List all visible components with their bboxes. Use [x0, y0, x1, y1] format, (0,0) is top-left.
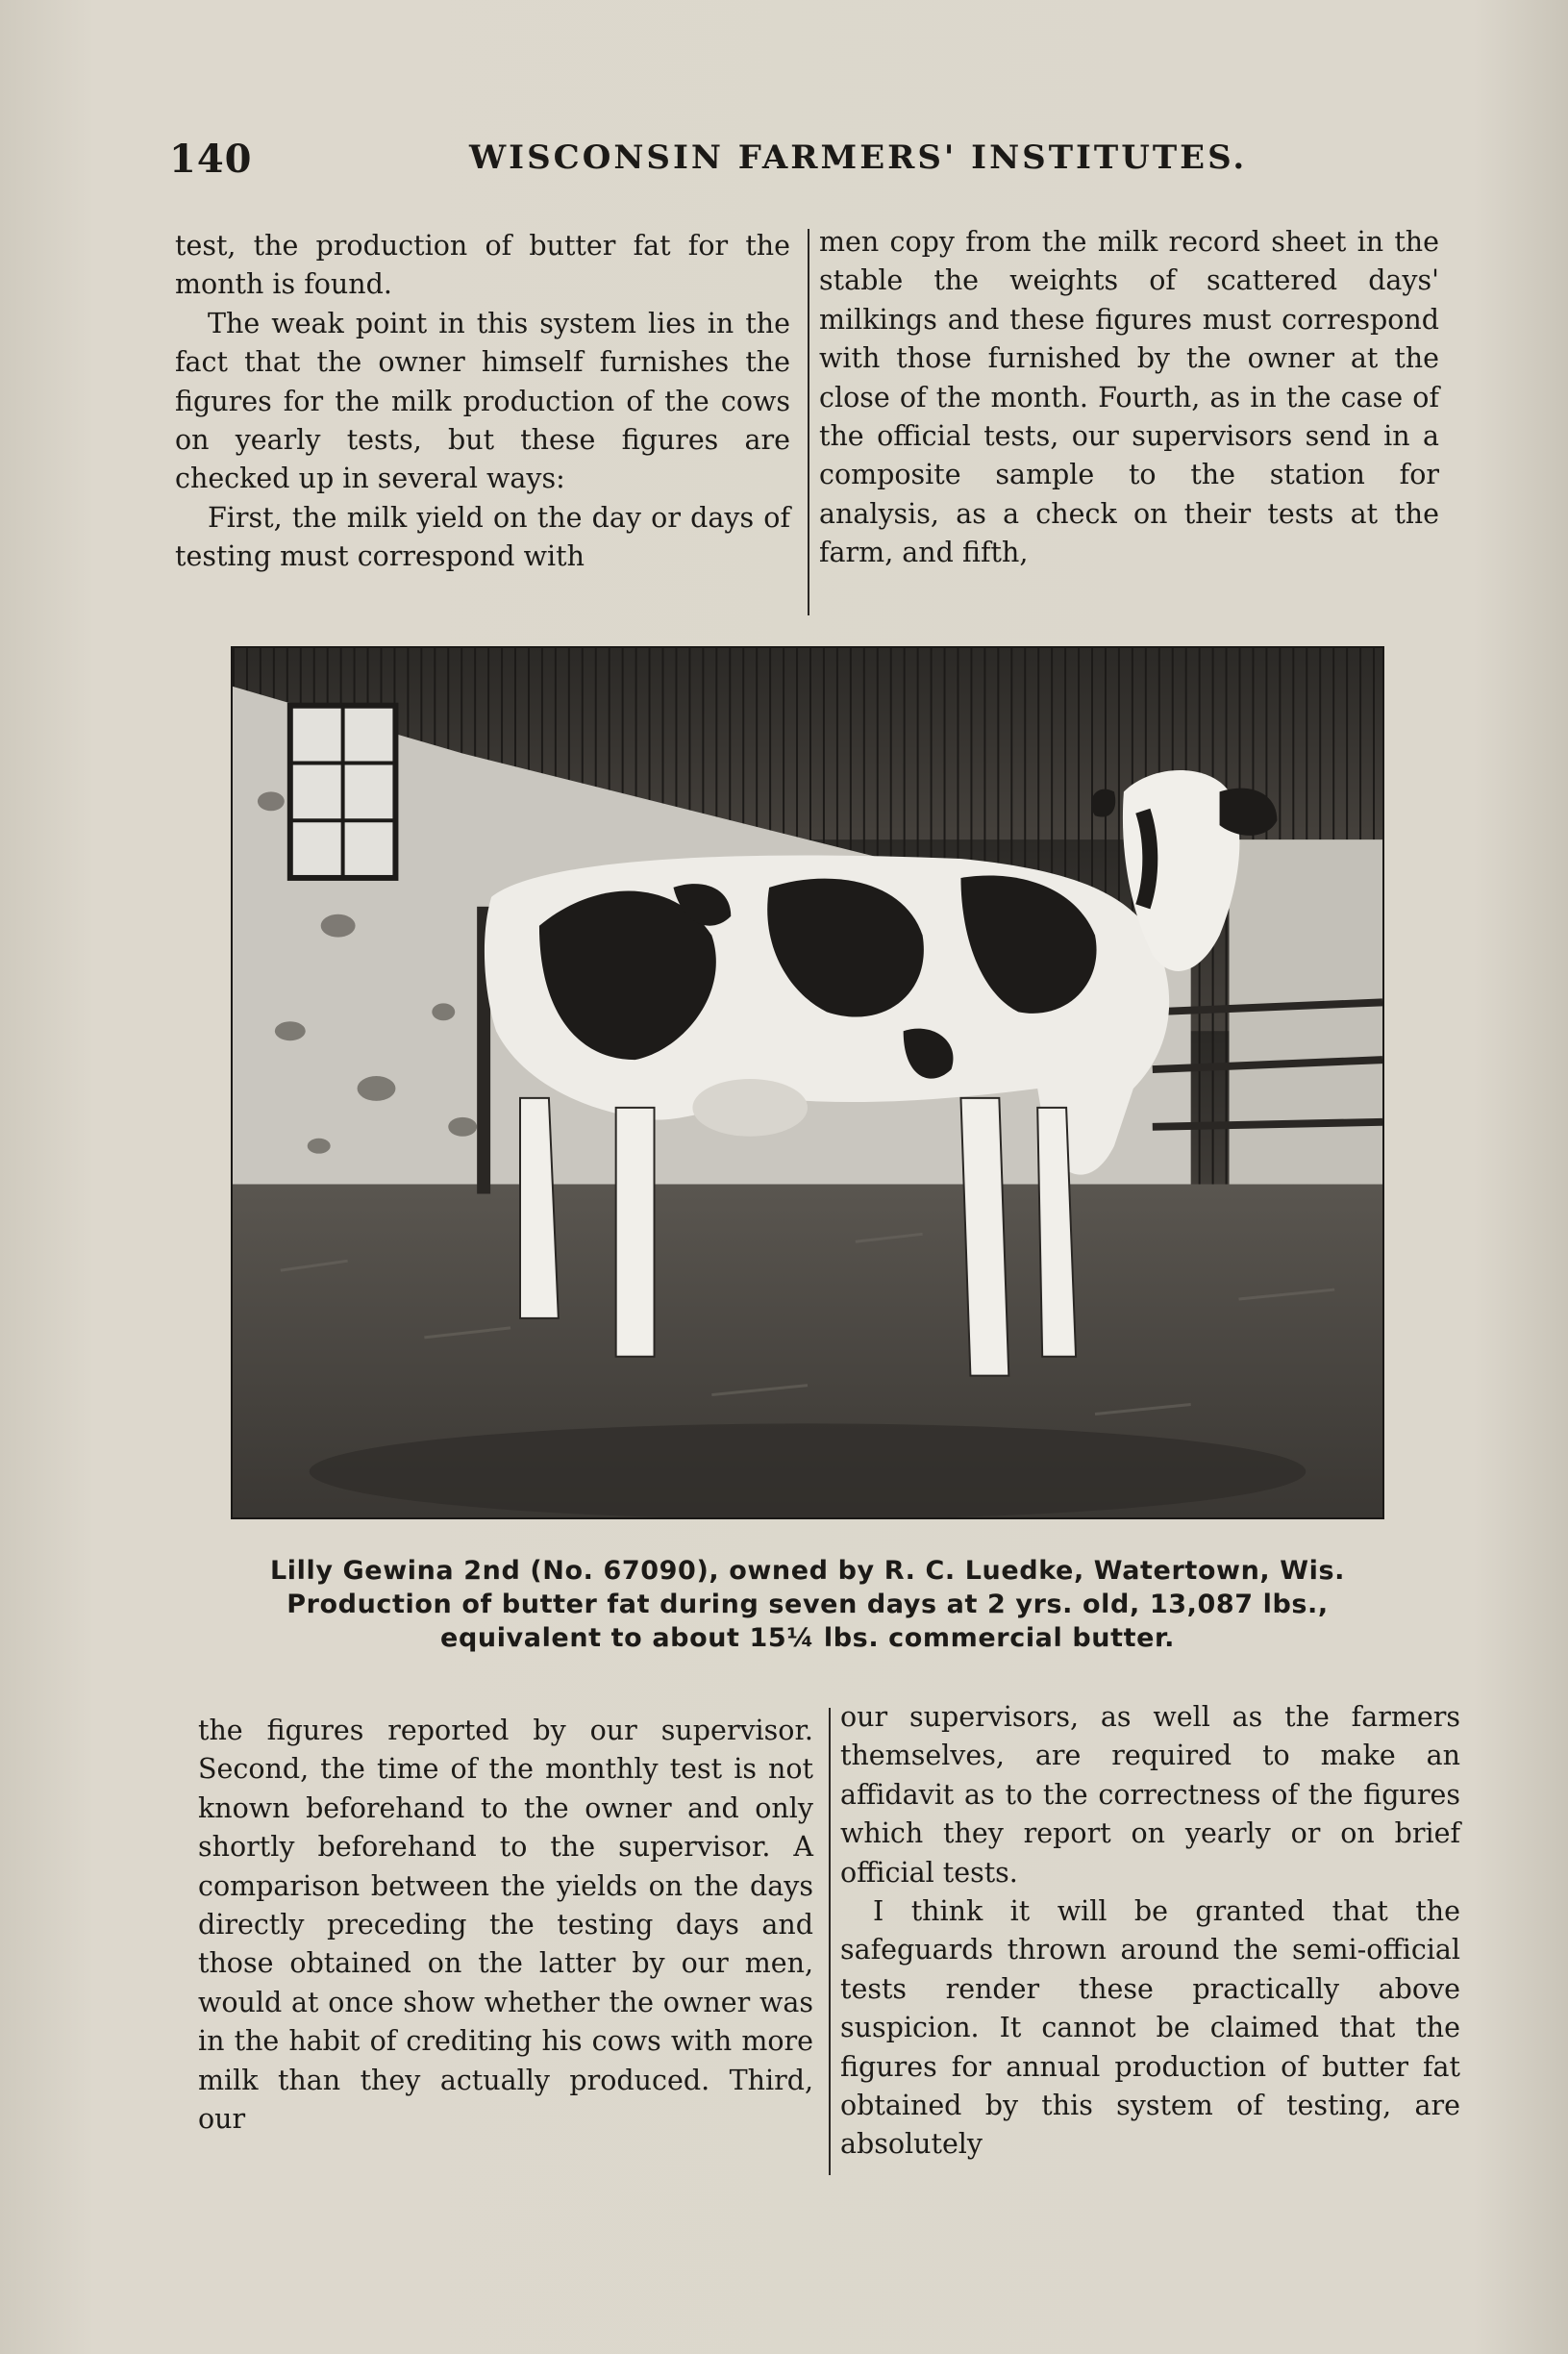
paragraph: First, the milk yield on the day or days of testing must correspond with: [175, 501, 790, 573]
caption-line: Lilly Gewina 2nd (No. 67090), owned by R. C. Luedke, Watertown, Wis.: [269, 1556, 1346, 1586]
cow-photograph: [231, 646, 1384, 1519]
caption-line: equivalent to about 15¼ lbs. commercial butter.: [440, 1623, 1175, 1653]
text-column-top-left: [175, 227, 790, 577]
text-column-top-right: [819, 223, 1439, 573]
caption-line: Production of butter fat during seven days at 2 yrs. old, 13,087 lbs.,: [286, 1590, 1329, 1619]
paragraph: men copy from the milk record sheet in the stable the weights of scattered days' milkings and these figures must correspond with those furnished by the owner at the close of the month. Fourth, as in the case of the official tests, our supervisors send in a composite sample to the station for analysis, as a check on their tests at the farm, and fifth,: [819, 226, 1439, 569]
paragraph: our supervisors, as well as the farmers themselves, are required to make an affidavit as to the correctness of the figures which they report on yearly or on brief official tests.: [840, 1701, 1460, 1889]
figure-caption: [231, 1554, 1384, 1655]
paragraph: I think it will be granted that the safeguards thrown around the semi-official tests render these practically above suspicion. It cannot be claimed that the figures for annual production of butter fat obtained by this system of testing, are absolutely: [840, 1895, 1460, 2161]
text-column-bottom-right: [840, 1698, 1460, 2165]
paragraph: test, the production of butter fat for the month is found.: [175, 230, 790, 301]
running-head: WISCONSIN FARMERS' INSTITUTES.: [469, 138, 1248, 177]
paragraph: the figures reported by our supervisor. Second, the time of the monthly test is not known beforehand to the owner and only shortly beforehand to the supervisor. A comparison between the yields on the days directly preceding the testing days and those obtained on the latter by our men, would at once show whether the owner was in the habit of crediting his cows with more milk than they actually produced. Third, our: [198, 1715, 813, 2136]
column-divider: [829, 1708, 831, 2175]
page-number: 140: [169, 137, 253, 182]
paragraph: The weak point in this system lies in the fact that the owner himself furnishes the figures for the milk production of the cows on yearly tests, but these figures are checked up in several ways:: [175, 307, 790, 495]
column-divider: [808, 229, 809, 615]
text-column-bottom-left: [198, 1712, 813, 2139]
holstein-cow-photo: [233, 648, 1382, 1517]
